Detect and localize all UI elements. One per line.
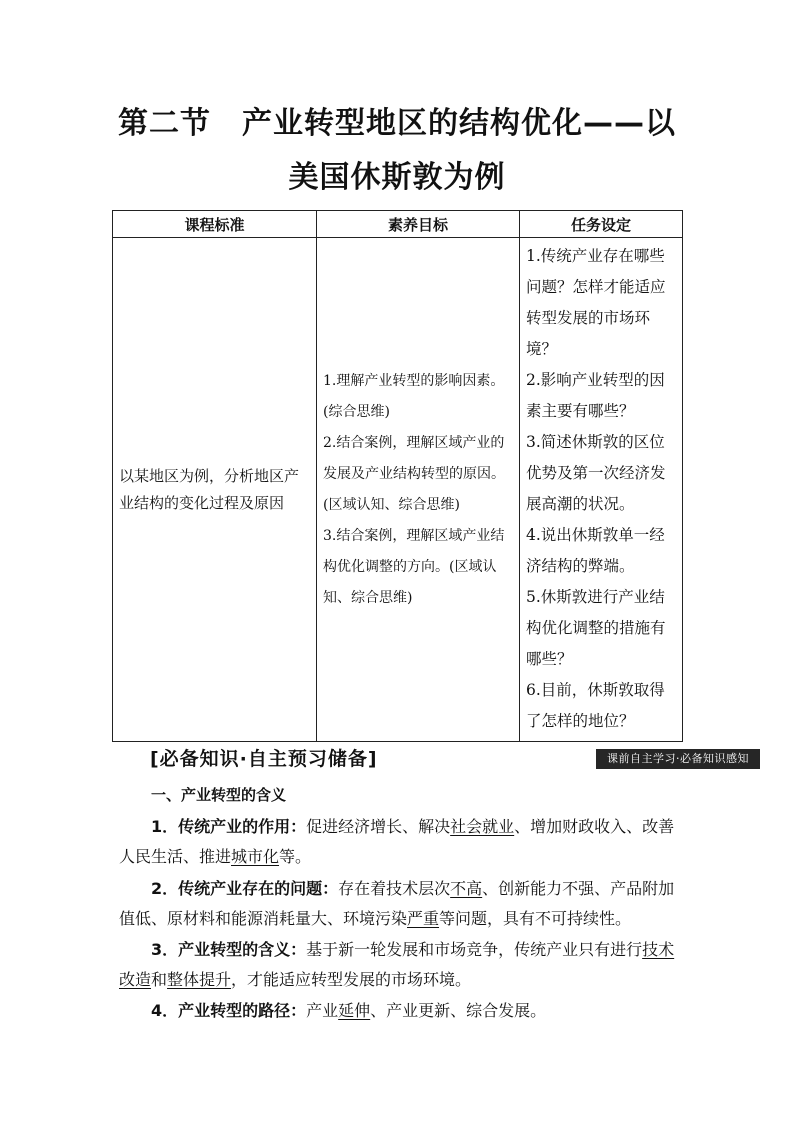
page-title-line1: 第二节 产业转型地区的结构优化——以 — [118, 106, 676, 141]
header-standard: 课程标准 — [113, 211, 317, 238]
paragraph-text: 、增加财政收入、改善人民生活、推进 — [119, 817, 675, 866]
page-title-line2: 美国休斯敦为例 — [288, 160, 506, 195]
paragraph-text: ，才能适应转型发展的市场环境。 — [231, 970, 472, 989]
course-table — [112, 210, 683, 742]
underlined-term: 整体提升 — [167, 970, 232, 989]
section-tag-badge: 课前自主学习·必备知识感知 — [596, 749, 760, 769]
underlined-term: 城市化 — [231, 847, 280, 866]
paragraph-text: 产业 — [306, 1001, 339, 1020]
paragraph-text: 存在着技术层次 — [338, 879, 451, 898]
paragraph-2 — [119, 874, 679, 934]
paragraph-label: 2．传统产业存在的问题： — [151, 879, 339, 898]
paragraph-text: 和 — [151, 970, 168, 989]
task-item: 6.目前，休斯敦取得了怎样的地位？ — [526, 681, 665, 730]
underlined-term: 社会就业 — [450, 817, 515, 836]
section-heading: 一、产业转型的含义 — [151, 786, 287, 804]
paragraph-1 — [119, 812, 679, 872]
table-header-row — [113, 211, 683, 238]
objective-item: 1.理解产业转型的影响因素。(综合思维) — [323, 372, 505, 420]
paragraph-text: 、产业更新、综合发展。 — [370, 1001, 547, 1020]
standard-cell: 以某地区为例，分析地区产业结构的变化过程及原因 — [113, 238, 317, 742]
underlined-term: 技术改造 — [119, 940, 675, 989]
paragraph-3 — [119, 935, 679, 995]
paragraph-text: 促进经济增长、解决 — [306, 817, 451, 836]
paragraph-text: 、创新能力不强、产品附加值低、原材料和能源消耗量大、环境污染 — [119, 879, 675, 928]
objective-item: 3.结合案例，理解区域产业结构优化调整的方向。(区域认知、综合思维) — [323, 527, 505, 606]
underlined-term: 不高 — [450, 879, 483, 898]
underlined-term: 严重 — [407, 909, 440, 928]
header-tasks: 任务设定 — [520, 211, 683, 238]
task-item: 2.影响产业转型的因素主要有哪些？ — [526, 371, 665, 420]
tasks-cell — [520, 238, 683, 742]
paragraph-text: 基于新一轮发展和市场竞争，传统产业只有进行 — [306, 940, 643, 959]
paragraph-label: 3．产业转型的含义： — [151, 940, 307, 959]
task-item: 4.说出休斯敦单一经济结构的弊端。 — [526, 526, 665, 575]
task-item: 5.休斯敦进行产业结构优化调整的措施有哪些？ — [526, 588, 666, 668]
task-item: 3.简述休斯敦的区位优势及第一次经济发展高潮的状况。 — [526, 433, 666, 513]
paragraph-text: 等问题，具有不可持续性。 — [439, 909, 632, 928]
objectives-cell — [317, 238, 520, 742]
objective-item: 2.结合案例，理解区域产业的发展及产业结构转型的原因。(区域认知、综合思维) — [323, 434, 505, 513]
task-item: 1.传统产业存在哪些问题？怎样才能适应转型发展的市场环境？ — [526, 247, 666, 358]
underlined-term: 延伸 — [338, 1001, 371, 1020]
paragraph-label: 4．产业转型的路径： — [151, 1001, 307, 1020]
paragraph-4 — [119, 996, 679, 1026]
header-objectives: 素养目标 — [317, 211, 520, 238]
table-row — [113, 238, 683, 742]
paragraph-label: 1．传统产业的作用： — [151, 817, 307, 836]
paragraph-text: 等。 — [279, 847, 312, 866]
section-header: [必备知识·自主预习储备] — [150, 748, 378, 770]
